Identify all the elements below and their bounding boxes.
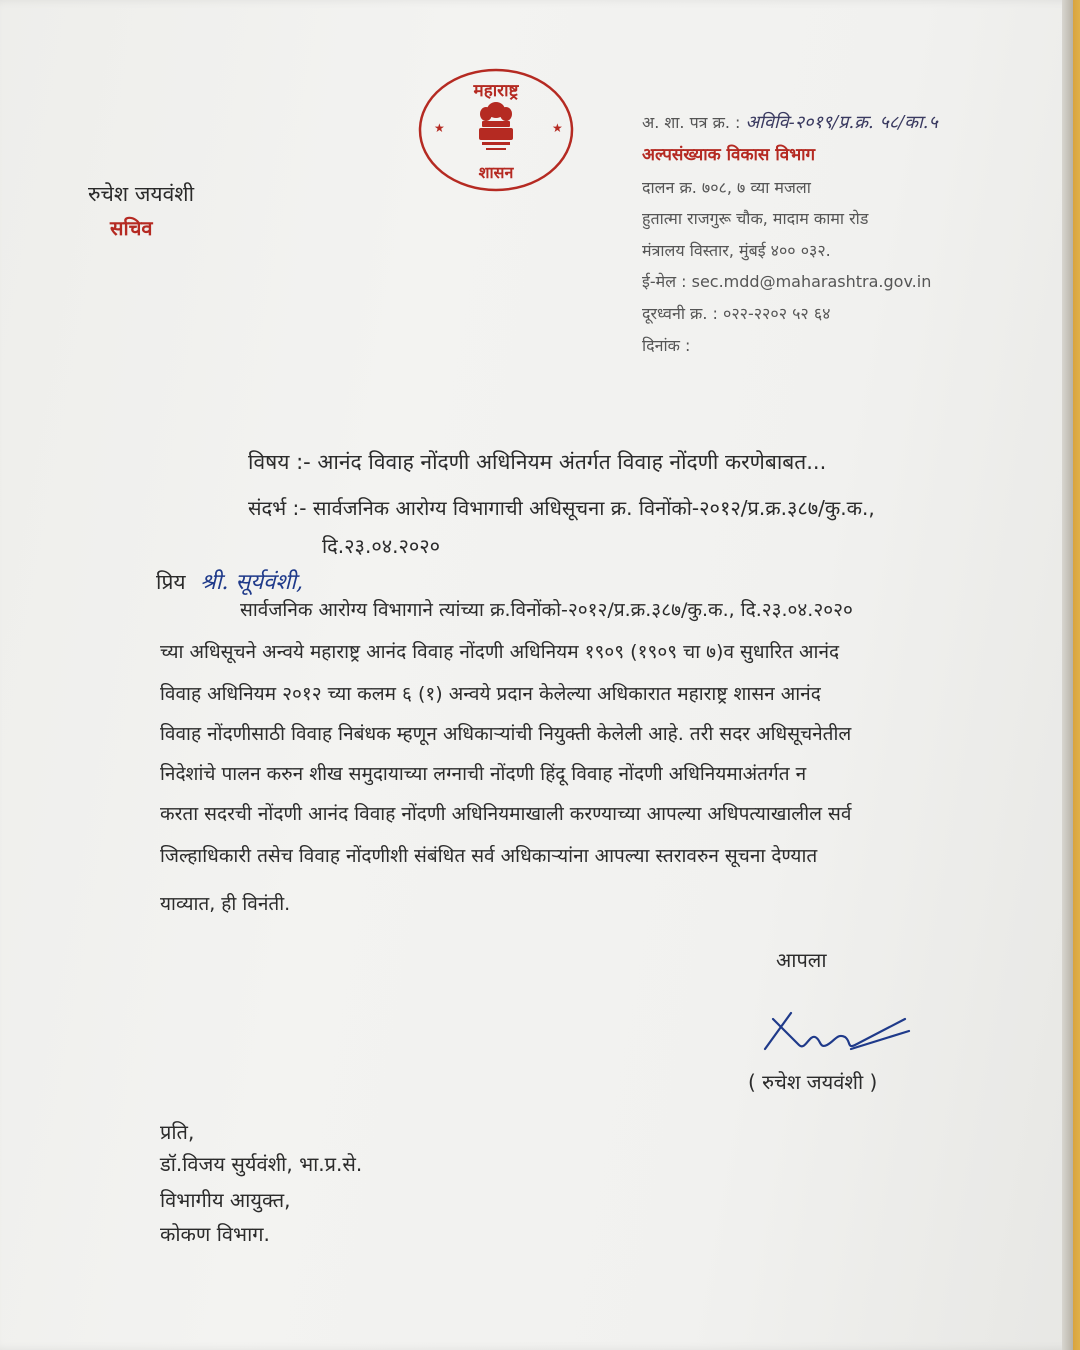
seal-top-text: महाराष्ट्र <box>473 81 519 101</box>
subject-line: विषय :- आनंद विवाह नोंदणी अधिनियम अंतर्गत विवाह नोंदणी करणेबाबत... <box>248 450 827 474</box>
sender-name: रुचेश जयवंशी <box>88 182 195 206</box>
office-email: ई-मेल : sec.mdd@maharashtra.gov.in <box>642 272 932 291</box>
recipient-division: कोकण विभाग. <box>160 1222 270 1246</box>
date-label: दिनांक : <box>642 336 691 355</box>
seal-emblem-icon <box>416 66 576 194</box>
signature-icon <box>755 1005 915 1065</box>
recipient-to: प्रति, <box>160 1120 195 1144</box>
paper-edge <box>1062 0 1080 1350</box>
body-line-6: करता सदरची नोंदणी आनंद विवाह नोंदणी अधिनियमाखाली करण्याच्या आपल्या अधिपत्याखालील सर्व <box>160 803 852 825</box>
office-area: मंत्रालय विस्तार, मुंबई ४०० ०३२. <box>642 241 831 260</box>
salutation-label: प्रिय <box>156 570 186 594</box>
body-line-1: सार्वजनिक आरोग्य विभागाने त्यांच्या क्र.विनोंको-२०१२/प्र.क्र.३८७/कु.क., दि.२३.०४.२०२० <box>240 599 853 621</box>
body-line-7: जिल्हाधिकारी तसेच विवाह नोंदणीशी संबंधित सर्व अधिकाऱ्यांना आपल्या स्तरावरुन सूचना देण्यात <box>160 845 818 867</box>
sender-designation: सचिव <box>110 216 153 240</box>
body-line-2: च्या अधिसूचने अन्वये महाराष्ट्र आनंद विवाह नोंदणी अधिनियम १९०९ (१९०९ चा ७)व सुधारित आनंद <box>160 641 840 663</box>
signatory-name: ( रुचेश जयवंशी ) <box>748 1070 878 1094</box>
recipient-designation: विभागीय आयुक्त, <box>160 1188 291 1212</box>
body-line-5: निदेशांचे पालन करुन शीख समुदायाच्या लग्नाची नोंदणी हिंदू विवाह नोंदणी अधिनियमाअंतर्गत न <box>160 763 807 785</box>
closing: आपला <box>776 948 827 972</box>
salutation-handwritten: श्री. सूर्यवंशी, <box>200 570 304 595</box>
svg-text:★: ★ <box>552 121 563 135</box>
reference-line-1: संदर्भ :- सार्वजनिक आरोग्य विभागाची अधिसूचना क्र. विनोंको-२०१२/प्र.क्र.३८७/कु.क., <box>248 496 875 520</box>
government-seal <box>416 66 576 194</box>
body-line-8: याव्यात, ही विनंती. <box>160 893 291 915</box>
reference-number <box>642 110 938 134</box>
seal-bottom-text: शासन <box>478 163 514 182</box>
reference-line-2: दि.२३.०४.२०२० <box>322 534 441 558</box>
reference-handwritten: अविवि-२०१९/प्र.क्र. ५८/का.५ <box>745 112 938 133</box>
salutation <box>156 566 303 596</box>
reference-label: अ. शा. पत्र क्र. : <box>642 113 741 132</box>
department-name: अल्पसंख्याक विकास विभाग <box>642 145 816 165</box>
office-phone: दूरध्वनी क्र. : ०२२-२२०२ ५२ ६४ <box>642 304 831 323</box>
office-room: दालन क्र. ७०८, ७ व्या मजला <box>642 178 811 197</box>
body-line-3: विवाह अधिनियम २०१२ च्या कलम ६ (१) अन्वये प्रदान केलेल्या अधिकारात महाराष्ट्र शासन आनंद <box>160 683 821 705</box>
office-street: हुतात्मा राजगुरू चौक, मादाम कामा रोड <box>642 209 869 228</box>
recipient-name: डॉ.विजय सुर्यवंशी, भा.प्र.से. <box>160 1152 363 1176</box>
svg-text:★: ★ <box>434 121 445 135</box>
body-line-4: विवाह नोंदणीसाठी विवाह निबंधक म्हणून अधिकाऱ्यांची नियुक्ती केलेली आहे. तरी सदर अधिसूचनेतील <box>160 723 852 745</box>
